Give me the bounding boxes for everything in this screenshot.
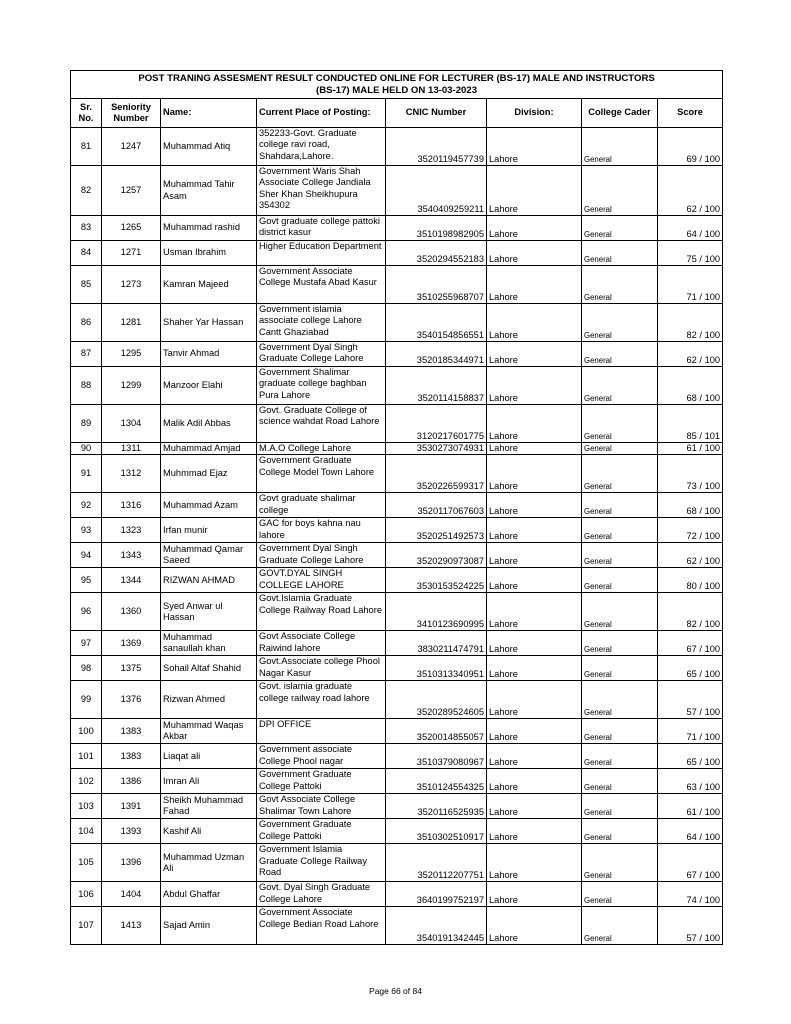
table-row bbox=[71, 493, 723, 518]
seniority-cell: 1383 bbox=[102, 719, 161, 744]
title-line-1: POST TRANING ASSESMENT RESULT CONDUCTED ONLINE FOR LECTURER (BS-17) MALE AND INSTRUCTORS bbox=[138, 73, 655, 84]
table-row bbox=[71, 266, 723, 304]
seniority-cell: 1281 bbox=[102, 304, 161, 342]
division-cell: Lahore bbox=[487, 794, 582, 819]
name-cell: Sheikh Muhammad Fahad bbox=[161, 794, 257, 819]
serial-number-cell: 91 bbox=[71, 455, 102, 493]
posting-cell: Govt graduate college pattoki district kasur bbox=[257, 216, 386, 241]
name-cell: Syed Anwar ul Hassan bbox=[161, 593, 257, 631]
score-cell: 68 / 100 bbox=[658, 367, 723, 405]
division-cell: Lahore bbox=[487, 216, 582, 241]
cnic-cell: 3520226599317 bbox=[386, 455, 487, 493]
posting-cell: Govt. islamia graduate college railway road lahore bbox=[257, 681, 386, 719]
table-row bbox=[71, 882, 723, 907]
score-cell: 57 / 100 bbox=[658, 907, 723, 945]
division-cell: Lahore bbox=[487, 769, 582, 794]
name-cell: Muhammad Amjad bbox=[161, 443, 257, 455]
cadre-cell: General bbox=[582, 844, 658, 882]
posting-cell: Govt.Associate college Phool Nagar Kasur bbox=[257, 656, 386, 681]
page-number: Page 66 of 84 bbox=[369, 986, 422, 996]
division-cell: Lahore bbox=[487, 882, 582, 907]
score-cell: 67 / 100 bbox=[658, 844, 723, 882]
division-cell: Lahore bbox=[487, 304, 582, 342]
posting-cell: DPI OFFICE bbox=[257, 719, 386, 744]
serial-number-cell: 95 bbox=[71, 568, 102, 593]
division-cell: Lahore bbox=[487, 631, 582, 656]
score-cell: 80 / 100 bbox=[658, 568, 723, 593]
posting-cell: Government Islamia Graduate College Railway Road bbox=[257, 844, 386, 882]
name-cell: Muhammad rashid bbox=[161, 216, 257, 241]
division-cell: Lahore bbox=[487, 405, 582, 443]
cnic-cell: 3520185344971 bbox=[386, 342, 487, 367]
name-cell: Abdul Ghaffar bbox=[161, 882, 257, 907]
cadre-cell: General bbox=[582, 593, 658, 631]
score-cell: 74 / 100 bbox=[658, 882, 723, 907]
posting-cell: Govt Associate College Raiwind lahore bbox=[257, 631, 386, 656]
table-row bbox=[71, 719, 723, 744]
seniority-cell: 1383 bbox=[102, 744, 161, 769]
name-cell: Tanvir Ahmad bbox=[161, 342, 257, 367]
serial-number-cell: 97 bbox=[71, 631, 102, 656]
cadre-cell: General bbox=[582, 631, 658, 656]
division-cell: Lahore bbox=[487, 493, 582, 518]
name-cell: Shaher Yar Hassan bbox=[161, 304, 257, 342]
score-cell: 82 / 100 bbox=[658, 593, 723, 631]
title-line-2: (BS-17) MALE HELD ON 13-03-2023 bbox=[316, 85, 478, 96]
cnic-cell: 3510198982905 bbox=[386, 216, 487, 241]
table-row bbox=[71, 241, 723, 266]
table-row bbox=[71, 794, 723, 819]
division-cell: Lahore bbox=[487, 241, 582, 266]
division-cell: Lahore bbox=[487, 593, 582, 631]
score-cell: 63 / 100 bbox=[658, 769, 723, 794]
serial-number-cell: 89 bbox=[71, 405, 102, 443]
table-row bbox=[71, 405, 723, 443]
division-cell: Lahore bbox=[487, 656, 582, 681]
score-cell: 73 / 100 bbox=[658, 455, 723, 493]
posting-cell: M.A.O College Lahore bbox=[257, 443, 386, 455]
name-cell: Muhammad Tahir Asam bbox=[161, 166, 257, 216]
serial-number-cell: 101 bbox=[71, 744, 102, 769]
seniority-cell: 1386 bbox=[102, 769, 161, 794]
seniority-cell: 1247 bbox=[102, 128, 161, 166]
name-cell: Sohail Altaf Shahid bbox=[161, 656, 257, 681]
division-cell: Lahore bbox=[487, 719, 582, 744]
name-cell: Irfan munir bbox=[161, 518, 257, 543]
division-cell: Lahore bbox=[487, 543, 582, 568]
cnic-cell: 3640199752197 bbox=[386, 882, 487, 907]
cnic-cell: 3510313340951 bbox=[386, 656, 487, 681]
name-cell: Muhammad Azam bbox=[161, 493, 257, 518]
table-row bbox=[71, 631, 723, 656]
name-cell: Sajad Amin bbox=[161, 907, 257, 945]
cadre-cell: General bbox=[582, 819, 658, 844]
name-cell: Rizwan Ahmed bbox=[161, 681, 257, 719]
division-cell: Lahore bbox=[487, 844, 582, 882]
cnic-cell: 3510379080967 bbox=[386, 744, 487, 769]
cnic-cell: 3510255968707 bbox=[386, 266, 487, 304]
score-cell: 72 / 100 bbox=[658, 518, 723, 543]
cadre-cell: General bbox=[582, 443, 658, 455]
result-sheet bbox=[70, 70, 722, 945]
cadre-cell: General bbox=[582, 719, 658, 744]
cnic-cell: 3520290973087 bbox=[386, 543, 487, 568]
cadre-cell: General bbox=[582, 304, 658, 342]
name-cell: Muhammad Qamar Saeed bbox=[161, 543, 257, 568]
score-cell: 68 / 100 bbox=[658, 493, 723, 518]
seniority-cell: 1404 bbox=[102, 882, 161, 907]
division-cell: Lahore bbox=[487, 744, 582, 769]
cnic-cell: 3520289524605 bbox=[386, 681, 487, 719]
name-cell: Muhammad Uzman Ali bbox=[161, 844, 257, 882]
name-cell: Liaqat ali bbox=[161, 744, 257, 769]
score-cell: 85 / 101 bbox=[658, 405, 723, 443]
table-row bbox=[71, 543, 723, 568]
posting-cell: Government Dyal Singh Graduate College Lahore bbox=[257, 342, 386, 367]
cnic-cell: 3510302510917 bbox=[386, 819, 487, 844]
cnic-cell: 3520117067603 bbox=[386, 493, 487, 518]
table-row bbox=[71, 656, 723, 681]
seniority-cell: 1304 bbox=[102, 405, 161, 443]
seniority-cell: 1413 bbox=[102, 907, 161, 945]
seniority-cell: 1375 bbox=[102, 656, 161, 681]
posting-cell: Government Graduate College Model Town Lahore bbox=[257, 455, 386, 493]
result-table bbox=[70, 70, 723, 945]
cnic-cell: 3520014855057 bbox=[386, 719, 487, 744]
posting-cell: Government Shalimar graduate college baghban Pura Lahore bbox=[257, 367, 386, 405]
division-cell: Lahore bbox=[487, 166, 582, 216]
score-cell: 61 / 100 bbox=[658, 443, 723, 455]
seniority-cell: 1311 bbox=[102, 443, 161, 455]
serial-number-cell: 106 bbox=[71, 882, 102, 907]
serial-number-cell: 92 bbox=[71, 493, 102, 518]
division-cell: Lahore bbox=[487, 568, 582, 593]
table-row bbox=[71, 769, 723, 794]
cnic-cell: 3530153524225 bbox=[386, 568, 487, 593]
serial-number-cell: 105 bbox=[71, 844, 102, 882]
table-row bbox=[71, 128, 723, 166]
cadre-cell: General bbox=[582, 907, 658, 945]
cadre-cell: General bbox=[582, 266, 658, 304]
posting-cell: GAC for boys kahna nau lahore bbox=[257, 518, 386, 543]
table-row bbox=[71, 342, 723, 367]
name-cell: Usman Ibrahim bbox=[161, 241, 257, 266]
seniority-cell: 1376 bbox=[102, 681, 161, 719]
table-row bbox=[71, 166, 723, 216]
seniority-cell: 1391 bbox=[102, 794, 161, 819]
seniority-cell: 1312 bbox=[102, 455, 161, 493]
header-sr: Sr. No. bbox=[71, 99, 102, 128]
cnic-cell: 3520114158837 bbox=[386, 367, 487, 405]
name-cell: Imran Ali bbox=[161, 769, 257, 794]
table-row bbox=[71, 907, 723, 945]
serial-number-cell: 90 bbox=[71, 443, 102, 455]
table-row bbox=[71, 819, 723, 844]
cnic-cell: 3540409259211 bbox=[386, 166, 487, 216]
seniority-cell: 1316 bbox=[102, 493, 161, 518]
header-seniority: Seniority Number bbox=[102, 99, 161, 128]
posting-cell: Government Associate College Bedian Road Lahore bbox=[257, 907, 386, 945]
table-row bbox=[71, 367, 723, 405]
serial-number-cell: 94 bbox=[71, 543, 102, 568]
name-cell: Kamran Majeed bbox=[161, 266, 257, 304]
cadre-cell: General bbox=[582, 769, 658, 794]
cadre-cell: General bbox=[582, 794, 658, 819]
posting-cell: Government Dyal Singh Graduate College Lahore bbox=[257, 543, 386, 568]
table-row bbox=[71, 443, 723, 455]
cadre-cell: General bbox=[582, 367, 658, 405]
score-cell: 57 / 100 bbox=[658, 681, 723, 719]
cnic-cell: 3520294552183 bbox=[386, 241, 487, 266]
seniority-cell: 1273 bbox=[102, 266, 161, 304]
division-cell: Lahore bbox=[487, 907, 582, 945]
score-cell: 75 / 100 bbox=[658, 241, 723, 266]
posting-cell: GOVT.DYAL SINGH COLLEGE LAHORE bbox=[257, 568, 386, 593]
serial-number-cell: 103 bbox=[71, 794, 102, 819]
posting-cell: Government Graduate College Pattoki bbox=[257, 769, 386, 794]
seniority-cell: 1265 bbox=[102, 216, 161, 241]
cnic-cell: 3520112207751 bbox=[386, 844, 487, 882]
cnic-cell: 3520116525935 bbox=[386, 794, 487, 819]
table-row bbox=[71, 593, 723, 631]
seniority-cell: 1295 bbox=[102, 342, 161, 367]
table-row bbox=[71, 568, 723, 593]
cadre-cell: General bbox=[582, 216, 658, 241]
score-cell: 67 / 100 bbox=[658, 631, 723, 656]
cadre-cell: General bbox=[582, 568, 658, 593]
header-cadre: College Cader bbox=[582, 99, 658, 128]
score-cell: 65 / 100 bbox=[658, 744, 723, 769]
serial-number-cell: 82 bbox=[71, 166, 102, 216]
score-cell: 71 / 100 bbox=[658, 266, 723, 304]
seniority-cell: 1323 bbox=[102, 518, 161, 543]
cnic-cell: 3540154856551 bbox=[386, 304, 487, 342]
seniority-cell: 1299 bbox=[102, 367, 161, 405]
table-body bbox=[71, 128, 723, 945]
table-title bbox=[71, 71, 723, 99]
cadre-cell: General bbox=[582, 166, 658, 216]
serial-number-cell: 107 bbox=[71, 907, 102, 945]
score-cell: 69 / 100 bbox=[658, 128, 723, 166]
seniority-cell: 1360 bbox=[102, 593, 161, 631]
score-cell: 61 / 100 bbox=[658, 794, 723, 819]
serial-number-cell: 87 bbox=[71, 342, 102, 367]
cadre-cell: General bbox=[582, 455, 658, 493]
division-cell: Lahore bbox=[487, 128, 582, 166]
posting-cell: Higher Education Department bbox=[257, 241, 386, 266]
seniority-cell: 1369 bbox=[102, 631, 161, 656]
name-cell: Muhammad Waqas Akbar bbox=[161, 719, 257, 744]
posting-cell: Government Waris Shah Associate College Jandiala Sher Khan Sheikhupura 354302 bbox=[257, 166, 386, 216]
division-cell: Lahore bbox=[487, 342, 582, 367]
name-cell: Manzoor Elahi bbox=[161, 367, 257, 405]
table-row bbox=[71, 744, 723, 769]
seniority-cell: 1393 bbox=[102, 819, 161, 844]
posting-cell: 352233-Govt. Graduate college ravi road, Shahdara,Lahore. bbox=[257, 128, 386, 166]
cadre-cell: General bbox=[582, 342, 658, 367]
name-cell: Muhmmad Ejaz bbox=[161, 455, 257, 493]
header-name: Name: bbox=[161, 99, 257, 128]
seniority-cell: 1257 bbox=[102, 166, 161, 216]
serial-number-cell: 88 bbox=[71, 367, 102, 405]
serial-number-cell: 100 bbox=[71, 719, 102, 744]
cnic-cell: 3410123690995 bbox=[386, 593, 487, 631]
name-cell: Muhammad sanaullah khan bbox=[161, 631, 257, 656]
cnic-cell: 3510124554325 bbox=[386, 769, 487, 794]
score-cell: 65 / 100 bbox=[658, 656, 723, 681]
table-row bbox=[71, 681, 723, 719]
score-cell: 64 / 100 bbox=[658, 216, 723, 241]
serial-number-cell: 96 bbox=[71, 593, 102, 631]
serial-number-cell: 99 bbox=[71, 681, 102, 719]
cadre-cell: General bbox=[582, 405, 658, 443]
score-cell: 62 / 100 bbox=[658, 342, 723, 367]
header-division: Division: bbox=[487, 99, 582, 128]
posting-cell: Govt. Graduate College of science wahdat Road Lahore bbox=[257, 405, 386, 443]
seniority-cell: 1271 bbox=[102, 241, 161, 266]
table-row bbox=[71, 304, 723, 342]
cadre-cell: General bbox=[582, 744, 658, 769]
cadre-cell: General bbox=[582, 518, 658, 543]
serial-number-cell: 86 bbox=[71, 304, 102, 342]
cnic-cell: 3520119457739 bbox=[386, 128, 487, 166]
division-cell: Lahore bbox=[487, 443, 582, 455]
seniority-cell: 1343 bbox=[102, 543, 161, 568]
header-score: Score bbox=[658, 99, 723, 128]
division-cell: Lahore bbox=[487, 367, 582, 405]
seniority-cell: 1344 bbox=[102, 568, 161, 593]
score-cell: 64 / 100 bbox=[658, 819, 723, 844]
name-cell: Muhammad Atiq bbox=[161, 128, 257, 166]
posting-cell: Govt. Dyal Singh Graduate College Lahore bbox=[257, 882, 386, 907]
name-cell: Malik Adil Abbas bbox=[161, 405, 257, 443]
table-row bbox=[71, 518, 723, 543]
posting-cell: Govt graduate shalimar college bbox=[257, 493, 386, 518]
score-cell: 62 / 100 bbox=[658, 543, 723, 568]
cadre-cell: General bbox=[582, 681, 658, 719]
table-row bbox=[71, 844, 723, 882]
serial-number-cell: 93 bbox=[71, 518, 102, 543]
score-cell: 62 / 100 bbox=[658, 166, 723, 216]
serial-number-cell: 84 bbox=[71, 241, 102, 266]
cadre-cell: General bbox=[582, 543, 658, 568]
seniority-cell: 1396 bbox=[102, 844, 161, 882]
serial-number-cell: 102 bbox=[71, 769, 102, 794]
serial-number-cell: 81 bbox=[71, 128, 102, 166]
table-row bbox=[71, 455, 723, 493]
cnic-cell: 3120217601775 bbox=[386, 405, 487, 443]
serial-number-cell: 98 bbox=[71, 656, 102, 681]
posting-cell: Government Associate College Mustafa Abad Kasur bbox=[257, 266, 386, 304]
name-cell: Kashif Ali bbox=[161, 819, 257, 844]
header-posting: Current Place of Posting: bbox=[257, 99, 386, 128]
serial-number-cell: 85 bbox=[71, 266, 102, 304]
cadre-cell: General bbox=[582, 241, 658, 266]
name-cell: RIZWAN AHMAD bbox=[161, 568, 257, 593]
cnic-cell: 3520251492573 bbox=[386, 518, 487, 543]
posting-cell: Govt Associate College Shalimar Town Lahore bbox=[257, 794, 386, 819]
division-cell: Lahore bbox=[487, 681, 582, 719]
cnic-cell: 3830211474791 bbox=[386, 631, 487, 656]
division-cell: Lahore bbox=[487, 455, 582, 493]
score-cell: 71 / 100 bbox=[658, 719, 723, 744]
cadre-cell: General bbox=[582, 882, 658, 907]
cnic-cell: 3540191342445 bbox=[386, 907, 487, 945]
division-cell: Lahore bbox=[487, 819, 582, 844]
division-cell: Lahore bbox=[487, 518, 582, 543]
cadre-cell: General bbox=[582, 656, 658, 681]
header-cnic: CNIC Number bbox=[386, 99, 487, 128]
serial-number-cell: 83 bbox=[71, 216, 102, 241]
posting-cell: Government islamia associate college Lahore Cantt Ghaziabad bbox=[257, 304, 386, 342]
serial-number-cell: 104 bbox=[71, 819, 102, 844]
posting-cell: Government associate College Phool nagar bbox=[257, 744, 386, 769]
cadre-cell: General bbox=[582, 493, 658, 518]
posting-cell: Government Graduate College Pattoki bbox=[257, 819, 386, 844]
header-row bbox=[71, 99, 723, 128]
division-cell: Lahore bbox=[487, 266, 582, 304]
cadre-cell: General bbox=[582, 128, 658, 166]
score-cell: 82 / 100 bbox=[658, 304, 723, 342]
cnic-cell: 3530273074931 bbox=[386, 443, 487, 455]
posting-cell: Govt.Islamia Graduate College Railway Road Lahore bbox=[257, 593, 386, 631]
table-row bbox=[71, 216, 723, 241]
